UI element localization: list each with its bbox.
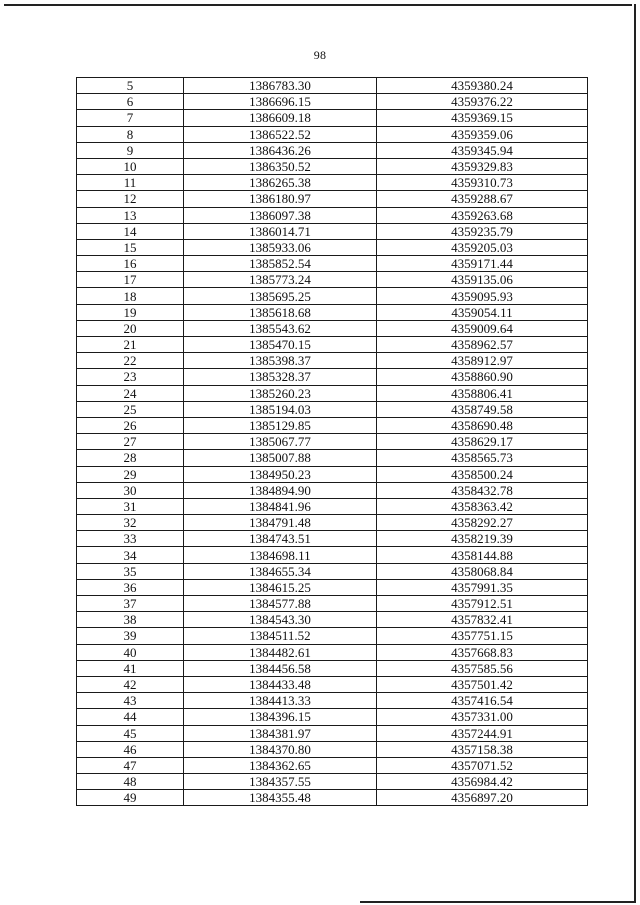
y-coordinate-cell: 4359288.67	[377, 191, 588, 207]
point-number-cell: 42	[77, 676, 184, 692]
coordinates-table-body	[77, 78, 588, 806]
x-coordinate-cell: 1384433.48	[184, 676, 377, 692]
table-row	[77, 223, 588, 239]
table-row	[77, 660, 588, 676]
table-row	[77, 353, 588, 369]
y-coordinate-cell: 4358690.48	[377, 417, 588, 433]
frame-border-right	[634, 4, 636, 901]
x-coordinate-cell: 1386609.18	[184, 110, 377, 126]
y-coordinate-cell: 4356984.42	[377, 774, 588, 790]
y-coordinate-cell: 4359310.73	[377, 175, 588, 191]
table-row	[77, 482, 588, 498]
table-row	[77, 628, 588, 644]
y-coordinate-cell: 4357501.42	[377, 676, 588, 692]
y-coordinate-cell: 4356897.20	[377, 790, 588, 806]
table-row	[77, 369, 588, 385]
table-row	[77, 498, 588, 514]
y-coordinate-cell: 4359095.93	[377, 288, 588, 304]
y-coordinate-cell: 4357331.00	[377, 709, 588, 725]
x-coordinate-cell: 1384577.88	[184, 596, 377, 612]
table-row	[77, 515, 588, 531]
y-coordinate-cell: 4357912.51	[377, 596, 588, 612]
point-number-cell: 37	[77, 596, 184, 612]
table-row	[77, 288, 588, 304]
y-coordinate-cell: 4357585.56	[377, 660, 588, 676]
x-coordinate-cell: 1385007.88	[184, 450, 377, 466]
x-coordinate-cell: 1384698.11	[184, 547, 377, 563]
x-coordinate-cell: 1384950.23	[184, 466, 377, 482]
point-number-cell: 40	[77, 644, 184, 660]
y-coordinate-cell: 4358749.58	[377, 401, 588, 417]
point-number-cell: 48	[77, 774, 184, 790]
x-coordinate-cell: 1385470.15	[184, 337, 377, 353]
table-row	[77, 126, 588, 142]
table-row	[77, 207, 588, 223]
x-coordinate-cell: 1384482.61	[184, 644, 377, 660]
y-coordinate-cell: 4359235.79	[377, 223, 588, 239]
x-coordinate-cell: 1386350.52	[184, 158, 377, 174]
point-number-cell: 18	[77, 288, 184, 304]
point-number-cell: 30	[77, 482, 184, 498]
point-number-cell: 49	[77, 790, 184, 806]
table-row	[77, 110, 588, 126]
frame-border-bottom	[360, 901, 636, 903]
point-number-cell: 39	[77, 628, 184, 644]
table-row	[77, 790, 588, 806]
y-coordinate-cell: 4358219.39	[377, 531, 588, 547]
y-coordinate-cell: 4358292.27	[377, 515, 588, 531]
table-row	[77, 644, 588, 660]
point-number-cell: 14	[77, 223, 184, 239]
table-row	[77, 337, 588, 353]
x-coordinate-cell: 1385398.37	[184, 353, 377, 369]
y-coordinate-cell: 4357416.54	[377, 693, 588, 709]
point-number-cell: 33	[77, 531, 184, 547]
table-row	[77, 450, 588, 466]
point-number-cell: 19	[77, 304, 184, 320]
y-coordinate-cell: 4357991.35	[377, 579, 588, 595]
point-number-cell: 13	[77, 207, 184, 223]
table-row	[77, 272, 588, 288]
table-row	[77, 563, 588, 579]
table-row	[77, 239, 588, 255]
x-coordinate-cell: 1384615.25	[184, 579, 377, 595]
y-coordinate-cell: 4358629.17	[377, 434, 588, 450]
point-number-cell: 5	[77, 78, 184, 94]
point-number-cell: 9	[77, 142, 184, 158]
x-coordinate-cell: 1386522.52	[184, 126, 377, 142]
x-coordinate-cell: 1384655.34	[184, 563, 377, 579]
table-row	[77, 741, 588, 757]
table-row	[77, 693, 588, 709]
y-coordinate-cell: 4358363.42	[377, 498, 588, 514]
table-row	[77, 757, 588, 773]
table-row	[77, 256, 588, 272]
y-coordinate-cell: 4358144.88	[377, 547, 588, 563]
point-number-cell: 8	[77, 126, 184, 142]
x-coordinate-cell: 1384362.65	[184, 757, 377, 773]
table-row	[77, 191, 588, 207]
y-coordinate-cell: 4358912.97	[377, 353, 588, 369]
x-coordinate-cell: 1384456.58	[184, 660, 377, 676]
x-coordinate-cell: 1384370.80	[184, 741, 377, 757]
x-coordinate-cell: 1384743.51	[184, 531, 377, 547]
table-row	[77, 78, 588, 94]
x-coordinate-cell: 1385260.23	[184, 385, 377, 401]
point-number-cell: 29	[77, 466, 184, 482]
x-coordinate-cell: 1385067.77	[184, 434, 377, 450]
point-number-cell: 28	[77, 450, 184, 466]
y-coordinate-cell: 4358962.57	[377, 337, 588, 353]
point-number-cell: 6	[77, 94, 184, 110]
y-coordinate-cell: 4359205.03	[377, 239, 588, 255]
page-number: 98	[313, 48, 327, 62]
point-number-cell: 22	[77, 353, 184, 369]
point-number-cell: 10	[77, 158, 184, 174]
x-coordinate-cell: 1385773.24	[184, 272, 377, 288]
point-number-cell: 47	[77, 757, 184, 773]
point-number-cell: 32	[77, 515, 184, 531]
table-row	[77, 547, 588, 563]
y-coordinate-cell: 4357071.52	[377, 757, 588, 773]
table-row	[77, 676, 588, 692]
table-row	[77, 142, 588, 158]
table-row	[77, 774, 588, 790]
table-row	[77, 385, 588, 401]
point-number-cell: 43	[77, 693, 184, 709]
point-number-cell: 7	[77, 110, 184, 126]
table-row	[77, 304, 588, 320]
table-row	[77, 417, 588, 433]
x-coordinate-cell: 1384791.48	[184, 515, 377, 531]
x-coordinate-cell: 1384511.52	[184, 628, 377, 644]
x-coordinate-cell: 1384355.48	[184, 790, 377, 806]
frame-border-top	[4, 4, 632, 6]
x-coordinate-cell: 1385933.06	[184, 239, 377, 255]
table-row	[77, 94, 588, 110]
table-row	[77, 466, 588, 482]
point-number-cell: 31	[77, 498, 184, 514]
point-number-cell: 25	[77, 401, 184, 417]
table-row	[77, 175, 588, 191]
point-number-cell: 35	[77, 563, 184, 579]
y-coordinate-cell: 4359369.15	[377, 110, 588, 126]
x-coordinate-cell: 1386436.26	[184, 142, 377, 158]
point-number-cell: 15	[77, 239, 184, 255]
x-coordinate-cell: 1386014.71	[184, 223, 377, 239]
x-coordinate-cell: 1386696.15	[184, 94, 377, 110]
y-coordinate-cell: 4358432.78	[377, 482, 588, 498]
y-coordinate-cell: 4358860.90	[377, 369, 588, 385]
y-coordinate-cell: 4359359.06	[377, 126, 588, 142]
y-coordinate-cell: 4358565.73	[377, 450, 588, 466]
point-number-cell: 45	[77, 725, 184, 741]
point-number-cell: 38	[77, 612, 184, 628]
point-number-cell: 16	[77, 256, 184, 272]
x-coordinate-cell: 1384894.90	[184, 482, 377, 498]
y-coordinate-cell: 4359376.22	[377, 94, 588, 110]
x-coordinate-cell: 1385328.37	[184, 369, 377, 385]
table-row	[77, 320, 588, 336]
x-coordinate-cell: 1384396.15	[184, 709, 377, 725]
point-number-cell: 23	[77, 369, 184, 385]
y-coordinate-cell: 4358806.41	[377, 385, 588, 401]
point-number-cell: 41	[77, 660, 184, 676]
x-coordinate-cell: 1386180.97	[184, 191, 377, 207]
point-number-cell: 27	[77, 434, 184, 450]
table-row	[77, 158, 588, 174]
y-coordinate-cell: 4359135.06	[377, 272, 588, 288]
x-coordinate-cell: 1384381.97	[184, 725, 377, 741]
table-row	[77, 401, 588, 417]
point-number-cell: 26	[77, 417, 184, 433]
coordinates-table	[76, 77, 588, 806]
y-coordinate-cell: 4357751.15	[377, 628, 588, 644]
table-row	[77, 612, 588, 628]
x-coordinate-cell: 1385618.68	[184, 304, 377, 320]
x-coordinate-cell: 1385852.54	[184, 256, 377, 272]
table-row	[77, 434, 588, 450]
point-number-cell: 44	[77, 709, 184, 725]
point-number-cell: 21	[77, 337, 184, 353]
y-coordinate-cell: 4357158.38	[377, 741, 588, 757]
x-coordinate-cell: 1385194.03	[184, 401, 377, 417]
y-coordinate-cell: 4359009.64	[377, 320, 588, 336]
y-coordinate-cell: 4357244.91	[377, 725, 588, 741]
table-row	[77, 709, 588, 725]
y-coordinate-cell: 4357668.83	[377, 644, 588, 660]
x-coordinate-cell: 1386783.30	[184, 78, 377, 94]
table-row	[77, 531, 588, 547]
point-number-cell: 20	[77, 320, 184, 336]
y-coordinate-cell: 4358068.84	[377, 563, 588, 579]
table-row	[77, 579, 588, 595]
point-number-cell: 11	[77, 175, 184, 191]
x-coordinate-cell: 1386097.38	[184, 207, 377, 223]
y-coordinate-cell: 4359054.11	[377, 304, 588, 320]
x-coordinate-cell: 1384357.55	[184, 774, 377, 790]
y-coordinate-cell: 4359263.68	[377, 207, 588, 223]
x-coordinate-cell: 1385129.85	[184, 417, 377, 433]
point-number-cell: 34	[77, 547, 184, 563]
y-coordinate-cell: 4359380.24	[377, 78, 588, 94]
x-coordinate-cell: 1385695.25	[184, 288, 377, 304]
x-coordinate-cell: 1384413.33	[184, 693, 377, 709]
x-coordinate-cell: 1385543.62	[184, 320, 377, 336]
y-coordinate-cell: 4357832.41	[377, 612, 588, 628]
y-coordinate-cell: 4359345.94	[377, 142, 588, 158]
table-row	[77, 725, 588, 741]
point-number-cell: 12	[77, 191, 184, 207]
point-number-cell: 46	[77, 741, 184, 757]
y-coordinate-cell: 4359171.44	[377, 256, 588, 272]
point-number-cell: 36	[77, 579, 184, 595]
y-coordinate-cell: 4358500.24	[377, 466, 588, 482]
table-row	[77, 596, 588, 612]
y-coordinate-cell: 4359329.83	[377, 158, 588, 174]
x-coordinate-cell: 1384841.96	[184, 498, 377, 514]
x-coordinate-cell: 1386265.38	[184, 175, 377, 191]
point-number-cell: 17	[77, 272, 184, 288]
point-number-cell: 24	[77, 385, 184, 401]
x-coordinate-cell: 1384543.30	[184, 612, 377, 628]
